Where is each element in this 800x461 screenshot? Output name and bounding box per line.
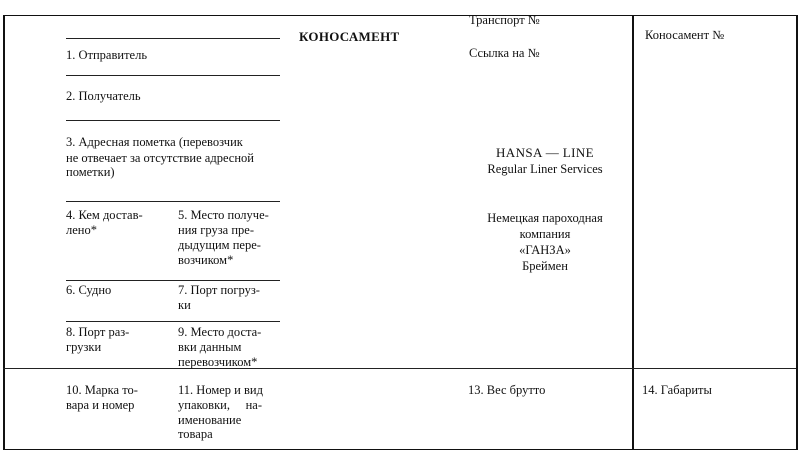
field-gross-weight: 13. Вес брутто: [468, 383, 546, 397]
rule-line: [66, 38, 280, 39]
bill-of-lading-form: КОНОСАМЕНТ Транспорт № Ссылка на № Коносамент № 1. Отправитель 2. Получатель 3. Адресная пометка (перевозчик не отвечает за отсутствие адресной пометки) 4. Кем достав- лено* 5. Место получе- ния груза пре- дыдущим пере- возчиком* 6. Судно 7. Порт погруз- ки 8. Порт раз- грузки 9. Место доста- вки данным перевозчиком* 10. Марка то- вара и номер 11. Номер и вид упаковки, на- именование товара 13. Вес брутто 14. Габариты HANSA — LINE Regular Liner Services Немецкая пароходная компания «ГАНЗА» Бреймен: [0, 0, 800, 461]
rule-line: [66, 120, 280, 121]
company-block: [470, 145, 620, 177]
rule-line: [66, 280, 280, 281]
document-title: КОНОСАМЕНТ: [299, 29, 400, 44]
rule-line: [66, 201, 280, 202]
bill-number-label: Коносамент №: [645, 28, 725, 42]
field-dimensions: 14. Габариты: [642, 383, 712, 397]
rule-line: [66, 75, 280, 76]
field-vessel: 6. Судно: [66, 283, 112, 297]
company-name: HANSA — LINE: [496, 145, 594, 160]
field-recipient: 2. Получатель: [66, 89, 141, 103]
bottom-row-divider: [3, 368, 796, 369]
field-sender: 1. Отправитель: [66, 48, 148, 62]
company-service: Regular Liner Services: [487, 162, 603, 176]
transport-number-label: Транспорт №: [469, 13, 540, 27]
right-column-divider: [632, 15, 634, 450]
rule-line: [66, 321, 280, 322]
reference-number-label: Ссылка на №: [469, 46, 540, 60]
company-description: Немецкая пароходная компания «ГАНЗА» Бреймен: [487, 211, 603, 273]
